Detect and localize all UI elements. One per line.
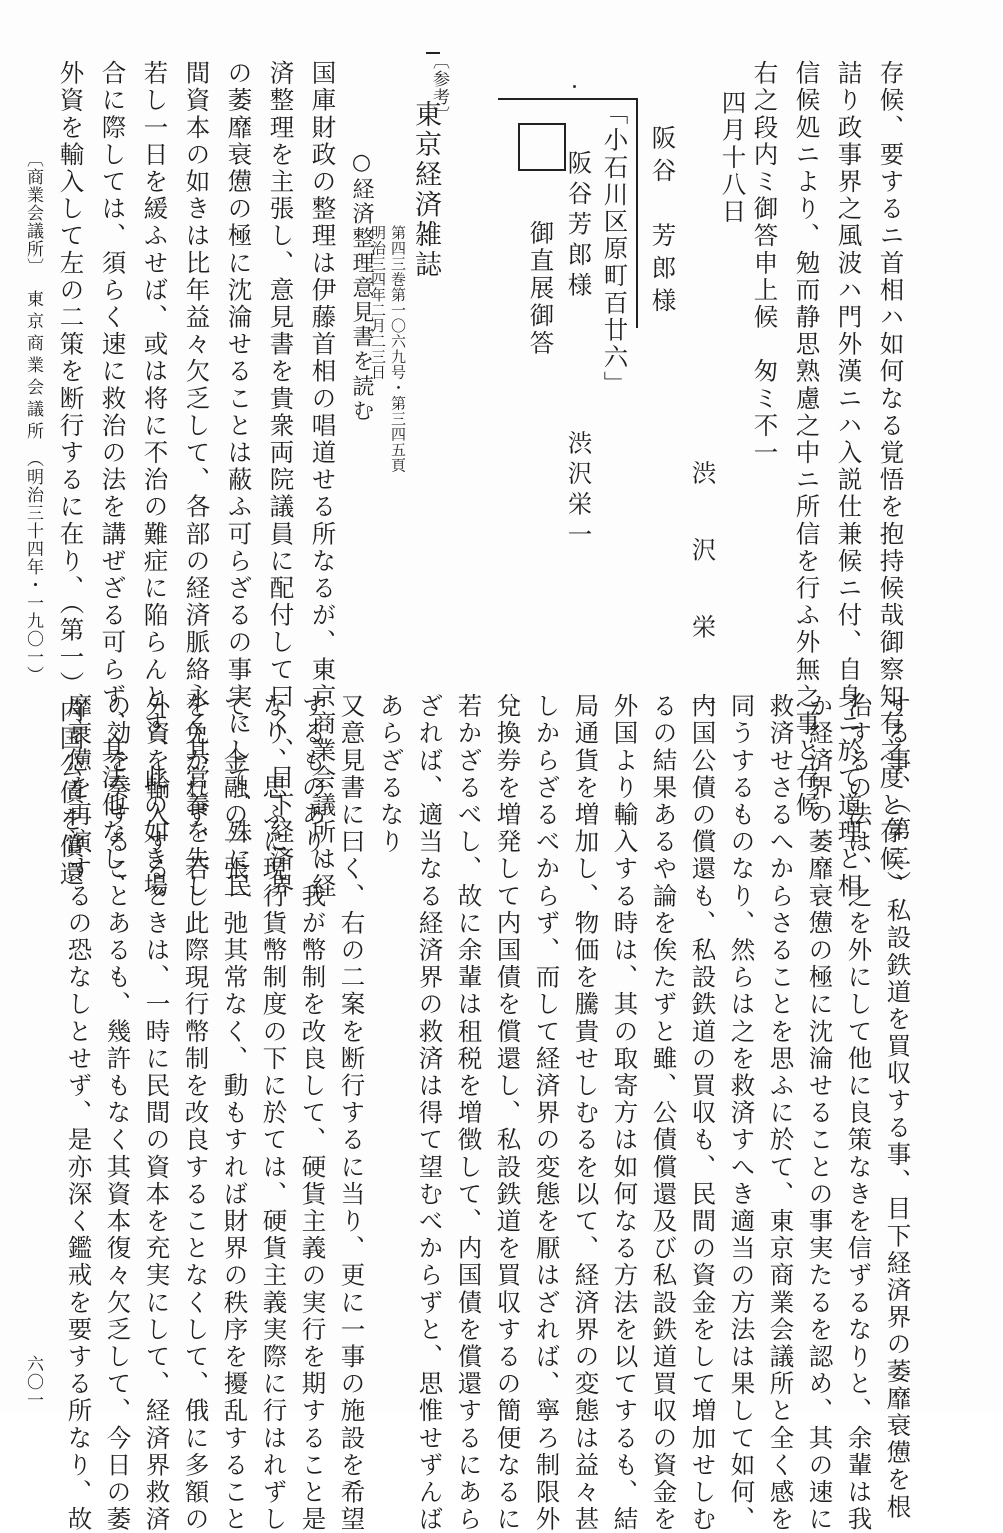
lower-line: 兌換券を増発して内国債を償還し、私設鉄道を買収するの簡便なるに: [493, 693, 523, 1533]
lower-line: あらざるなり: [376, 693, 406, 856]
reference-label: 〔参考〕: [429, 52, 449, 124]
letter-signer: 渋 沢 栄 一: [688, 460, 718, 730]
running-header-org: 〔商業会議所〕: [23, 150, 43, 276]
envelope-address: 「小石川区原町百廿六」: [600, 100, 630, 399]
running-header-org-full: 東京商業会議所: [23, 290, 43, 444]
reference-article-title: ○経済整理意見書を読む: [349, 150, 374, 424]
lower-line: するものあり、我が幣制を改良して、硬貨主義の実行を期すること是: [298, 693, 328, 1533]
reference-body-line: 済整理を主張し、意見書を貴衆両院議員に配付して曰く、目下経済界: [266, 60, 296, 901]
lower-line: を免かれず、若し此際現行幣制を改良することなくして、俄に多額の: [181, 693, 211, 1533]
reference-body-line: 国庫財政の整理は伊藤首相の唱道せる所なるが、東京商業会議所は経: [308, 60, 338, 901]
dot-mark: [573, 85, 576, 88]
envelope-recipient: 阪谷芳郎様: [564, 150, 594, 303]
lower-line: 若かざるべし、故に余輩は租税を増徴して、内国債を償還するにあら: [454, 693, 484, 1533]
lower-line: の効を奏することあるも、幾許もなく其資本復々欠乏して、今日の萎: [103, 693, 133, 1533]
lower-line: 同うするものなり、然らは之を救済すへき適当の方法は果して如何、: [727, 693, 757, 1533]
lower-line: ざれば、適当なる経済界の救済は得て望むべからずと、思惟せずんば: [415, 693, 445, 1533]
lower-line: なり、思ふに現行貨幣制度の下に於ては、硬貨主義実際に行はれずし: [259, 693, 289, 1533]
stamp-box: [518, 123, 566, 171]
reference-body-line: 間資本の如きは比年益々欠乏して、各部の経済脈絡永く其営養を失し: [182, 60, 212, 901]
lower-line: 外国より輸入する時は、其の取寄方は如何なる方法を以てするも、結: [610, 693, 640, 1533]
reference-body-line: 外資を輸入して左の二策を断行するに在り、（第一）内国公債を償還: [56, 60, 86, 888]
reference-body-line: の萎靡衰憊の極に沈淪せることは蔽ふ可らざるの事実にして、殊に民: [224, 60, 254, 901]
letter-line-4: 右之段内ミ御答申上候 匆ミ不一: [750, 60, 780, 467]
lower-line: 内国公債の償還も、私設鉄道の買収も、民間の資金をして増加せしむ: [688, 693, 718, 1533]
lower-line: 治するの法は、之を外にして他に良策なきを信ずるなりと、余輩は我: [844, 693, 874, 1533]
lower-line: 救済せさるへからさることを思ふに於て、東京商業会議所と全く感を: [766, 693, 796, 1533]
reference-date: 明治三四年二月二三日: [369, 225, 387, 380]
lower-line: しからざるべからず、而して経済界の変態を厭はざれば、寧ろ制限外: [532, 693, 562, 1533]
lower-line: て、金融の一張一弛其常なく、動もすれば財界の秩序を擾乱すること: [220, 693, 250, 1533]
lower-line: 又意見書に曰く、右の二案を断行するに当り、更に一事の施設を希望: [337, 693, 367, 1533]
reference-body-line: 合に際しては、須らく速に救治の法を講ぜざる可らず、其法他なし、: [98, 60, 128, 901]
lower-line: 靡衰憊を再演するの恐なしとせず、是亦深く鑑戒を要する所なり、故: [64, 693, 94, 1533]
reference-volume: 第四三巻第一〇六九号・第三四五頁: [389, 225, 407, 473]
letter-line-1: 存候、要するニ首相ハ如何なる覚悟を抱持候哉御察知有之度と存候、: [876, 60, 906, 901]
lower-line: 外資を輸入するときは、一時に民間の資本を充実にして、経済界救済: [142, 693, 172, 1533]
envelope-note: 御直展御答: [526, 220, 556, 358]
reference-title: 東京経済雑誌: [410, 100, 441, 280]
envelope-sender: 渋沢栄一: [564, 430, 594, 552]
page-number: 六〇一: [23, 1355, 43, 1409]
reference-body-line: 若し一日を緩ふせば、或は将に不治の難症に陥らんとす、此の如き場: [140, 60, 170, 901]
lower-line: 局通貨を増加し、物価を騰貴せしむるを以て、経済界の変態は益々甚: [571, 693, 601, 1533]
lower-line: るの結果あるや論を俟たずと雖、公債償還及び私設鉄道買収の資金を: [649, 693, 679, 1533]
letter-line-3: 信候処ニより、勉而静思熟慮之中ニ所信を行ふ外無之事と存候: [792, 60, 822, 819]
letter-addressee: 阪谷 芳郎様: [648, 125, 678, 320]
envelope-right-border: [636, 98, 638, 328]
letter-date: 四月十八日: [718, 90, 748, 226]
letter-line-2: 詰り政事界之風波ハ門外漢ニハ入説仕兼候ニ付、自身ニ於て道理と相: [834, 60, 864, 901]
lower-line: する事、（第二）私設鉄道を買収する事、目下経済界の萎靡衰憊を根: [883, 693, 913, 1521]
running-header-era: （明治三十四年・一九〇一）: [23, 450, 43, 684]
lower-line: か経済界の萎靡衰憊の極に沈淪せることの事実たるを認め、其の速に: [805, 693, 835, 1533]
